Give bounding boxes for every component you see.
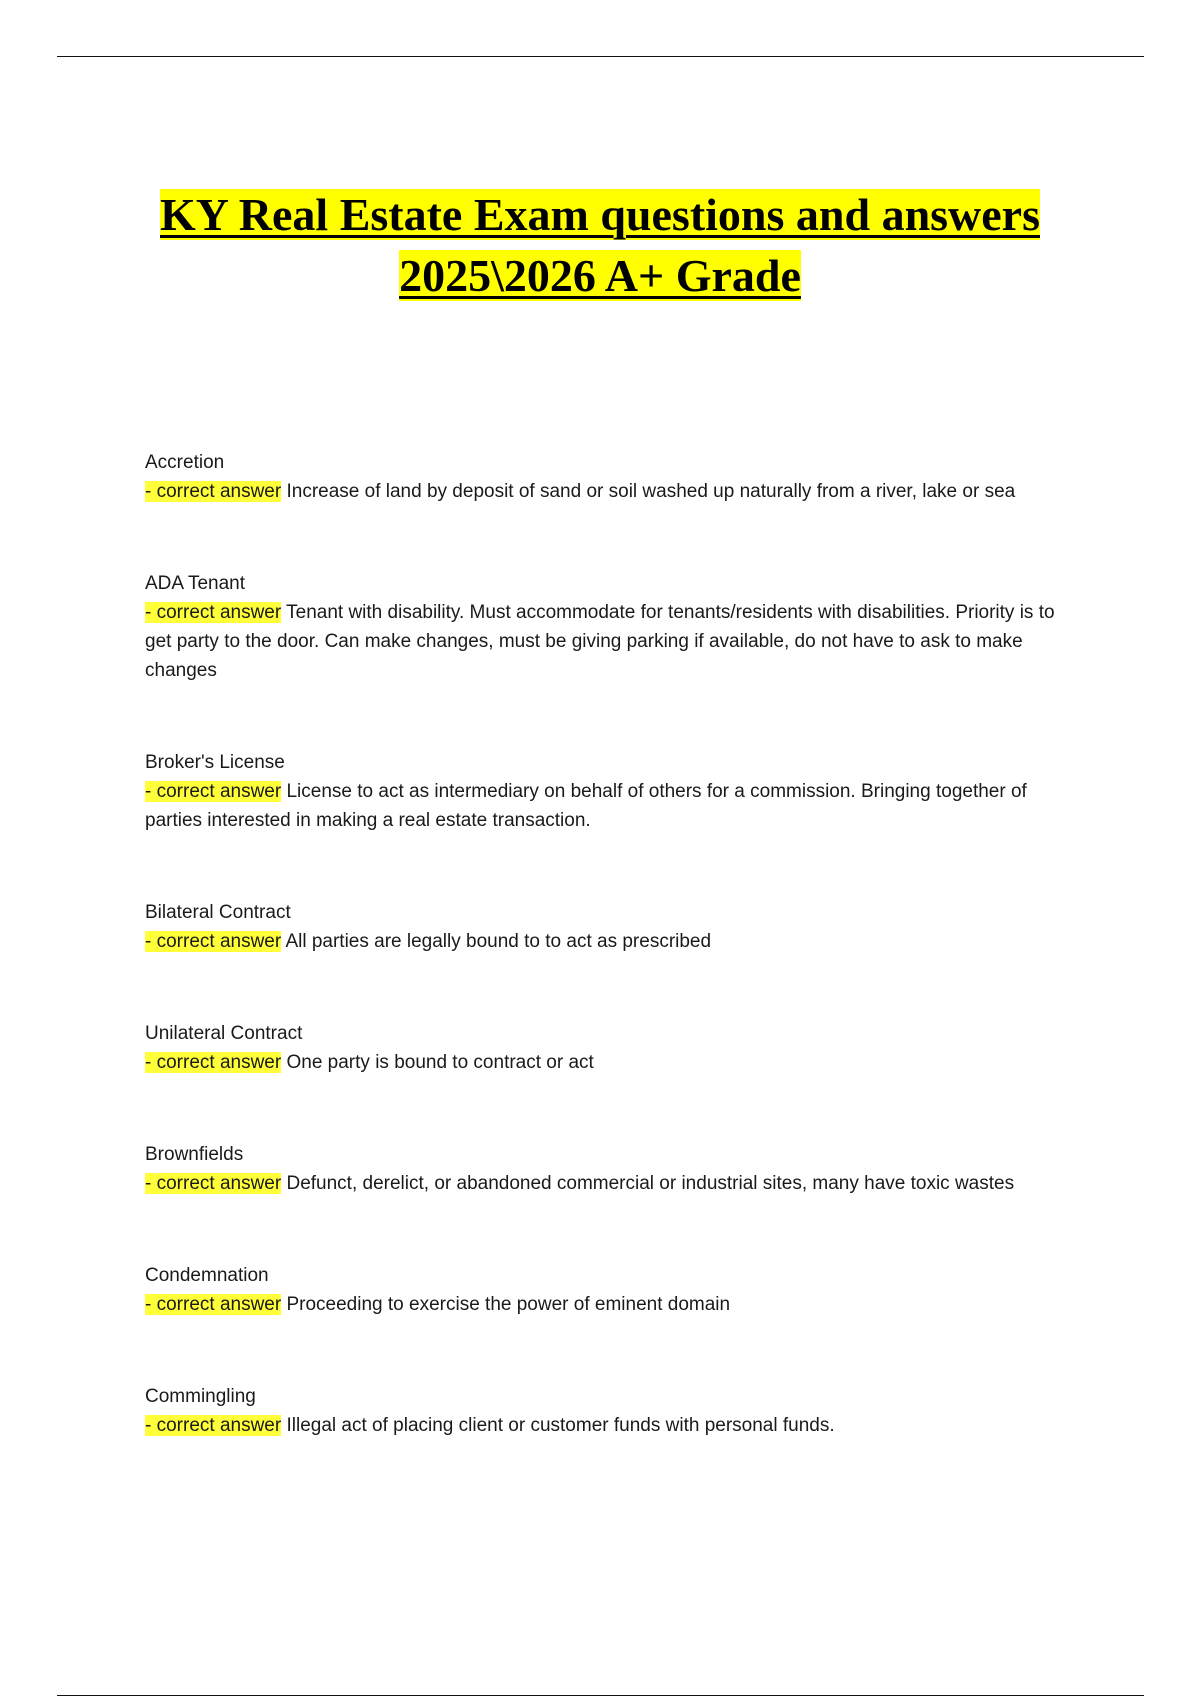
- qa-answer-text: Tenant with disability. Must accommodate for tenants/residents with disabilities. Priority is to get party to the door. Can make changes, must be giving parking if available, do not have to ask to make changes: [145, 602, 1055, 681]
- qa-term: Accretion: [145, 452, 225, 473]
- qa-term: ADA Tenant: [145, 573, 246, 594]
- correct-answer-label: - correct answer: [145, 781, 282, 802]
- qa-answer: [145, 1048, 1085, 1077]
- qa-answer-text: Proceeding to exercise the power of eminent domain: [286, 1294, 731, 1315]
- correct-answer-label: - correct answer: [145, 602, 282, 623]
- qa-item-condemnation: [145, 1261, 1085, 1319]
- qa-answer: [145, 927, 1085, 956]
- qa-answer: [145, 1169, 1085, 1198]
- qa-item-ada-tenant: [145, 569, 1085, 685]
- title-line-2-text: 2025\2026 A+ Grade: [399, 250, 801, 301]
- qa-term: Broker's License: [145, 752, 285, 773]
- qa-item-accretion: [145, 448, 1085, 506]
- qa-list: [145, 448, 1085, 1440]
- qa-answer-text: All parties are legally bound to to act as prescribed: [285, 931, 712, 952]
- qa-item-unilateral-contract: [145, 1019, 1085, 1077]
- title-line-1-text: KY Real Estate Exam questions and answers: [159, 189, 1041, 240]
- qa-answer-text: One party is bound to contract or act: [286, 1052, 594, 1073]
- document-title: [100, 184, 1100, 306]
- correct-answer-label: - correct answer: [145, 1173, 282, 1194]
- correct-answer-label: - correct answer: [145, 481, 282, 502]
- correct-answer-label: - correct answer: [145, 1294, 282, 1315]
- qa-answer: [145, 598, 1085, 685]
- qa-answer-text: Illegal act of placing client or customer funds with personal funds.: [286, 1415, 835, 1436]
- qa-item-brokers-license: [145, 748, 1085, 835]
- title-line-1: [100, 184, 1100, 245]
- qa-answer-text: Increase of land by deposit of sand or soil washed up naturally from a river, lake or sea: [286, 481, 1016, 502]
- correct-answer-label: - correct answer: [145, 1052, 282, 1073]
- qa-item-brownfields: [145, 1140, 1085, 1198]
- qa-item-commingling: [145, 1382, 1085, 1440]
- qa-answer: [145, 1290, 1085, 1319]
- qa-term: Unilateral Contract: [145, 1023, 303, 1044]
- correct-answer-label: - correct answer: [145, 1415, 282, 1436]
- qa-answer: [145, 477, 1085, 506]
- qa-term: Commingling: [145, 1386, 256, 1407]
- header-rule: [57, 56, 1144, 57]
- title-line-2: [100, 245, 1100, 306]
- qa-term: Brownfields: [145, 1144, 244, 1165]
- qa-answer: [145, 777, 1085, 835]
- qa-answer-text: License to act as intermediary on behalf of others for a commission. Bringing together of parties interested in making a real estate transaction.: [145, 781, 1027, 831]
- qa-term: Condemnation: [145, 1265, 269, 1286]
- qa-answer-text: Defunct, derelict, or abandoned commercial or industrial sites, many have toxic wastes: [286, 1173, 1015, 1194]
- qa-term: Bilateral Contract: [145, 902, 291, 923]
- qa-answer: [145, 1411, 1085, 1440]
- footer-rule: [57, 1695, 1144, 1696]
- qa-item-bilateral-contract: [145, 898, 1085, 956]
- correct-answer-label: - correct answer: [145, 931, 282, 952]
